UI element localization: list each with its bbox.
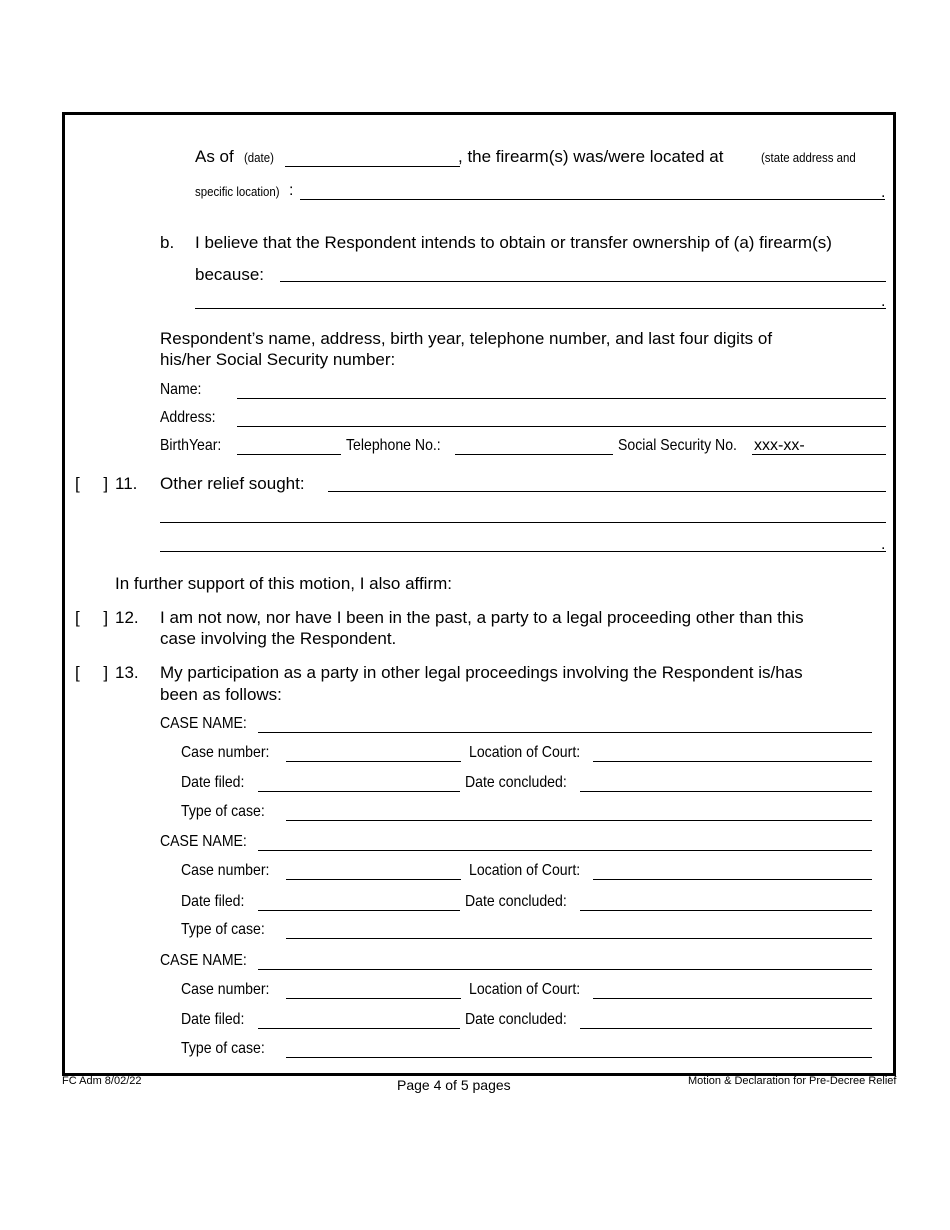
page-number: Page 4 of 5 pages <box>397 1077 511 1093</box>
firearm-located-text: , the firearm(s) was/were located at <box>458 147 724 166</box>
item12-checkbox[interactable]: [ ] <box>75 608 109 627</box>
case1-location-label: Location of Court: <box>469 744 581 761</box>
telephone-field[interactable] <box>455 454 613 455</box>
telephone-label: Telephone No.: <box>346 437 441 454</box>
case3-date-concluded-field[interactable] <box>580 1028 872 1029</box>
specific-location-hint: specific location) <box>195 184 280 199</box>
item12-number: 12. <box>115 608 139 627</box>
case1-number-field[interactable] <box>286 761 461 762</box>
other-relief-field-line1[interactable] <box>328 491 886 492</box>
case1-date-filed-field[interactable] <box>258 791 460 792</box>
item11-number: 11. <box>115 474 138 493</box>
other-relief-field-line3[interactable] <box>160 551 886 552</box>
respondent-info-line1: Respondent’s name, address, birth year, telephone number, and last four digits of <box>160 329 773 348</box>
other-relief-field-line2[interactable] <box>160 522 886 523</box>
ssn-field[interactable] <box>752 454 886 455</box>
case2-location-field[interactable] <box>593 879 872 880</box>
case1-type-field[interactable] <box>286 820 872 821</box>
case1-date-filed-label: Date filed: <box>181 774 245 791</box>
case2-date-concluded-field[interactable] <box>580 910 872 911</box>
ssn-prefix: xxx-xx- <box>754 437 805 454</box>
ssn-label: Social Security No. <box>618 437 737 454</box>
case1-name-label: CASE NAME: <box>160 715 247 732</box>
case3-date-concluded-label: Date concluded: <box>465 1011 567 1028</box>
item12-text-line1: I am not now, nor have I been in the past, a party to a legal proceeding other than this <box>160 608 804 627</box>
case1-type-label: Type of case: <box>181 803 265 820</box>
case2-number-field[interactable] <box>286 879 461 880</box>
case3-date-filed-label: Date filed: <box>181 1011 245 1028</box>
case3-date-filed-field[interactable] <box>258 1028 460 1029</box>
case1-number-label: Case number: <box>181 744 270 761</box>
form-id: FC Adm 8/02/22 <box>62 1075 142 1087</box>
case2-date-concluded-label: Date concluded: <box>465 893 567 910</box>
item12-text-line2: case involving the Respondent. <box>160 629 397 648</box>
case2-date-filed-field[interactable] <box>258 910 460 911</box>
case2-type-field[interactable] <box>286 938 872 939</box>
item11-checkbox[interactable]: [ ] <box>75 474 109 493</box>
firearm-location-field[interactable] <box>300 199 885 200</box>
case3-type-field[interactable] <box>286 1057 872 1058</box>
case3-number-field[interactable] <box>286 998 461 999</box>
case3-location-field[interactable] <box>593 998 872 999</box>
because-label: because: <box>195 265 264 284</box>
because-field-line1[interactable] <box>280 281 886 282</box>
case2-name-label: CASE NAME: <box>160 833 247 850</box>
case3-name-field[interactable] <box>258 969 872 970</box>
item13-text-line1: My participation as a party in other legal proceedings involving the Respondent is/has <box>160 663 803 682</box>
respondent-name-field[interactable] <box>237 398 886 399</box>
case3-name-label: CASE NAME: <box>160 952 247 969</box>
item13-checkbox[interactable]: [ ] <box>75 663 109 682</box>
specific-location-colon: : <box>289 182 294 199</box>
case2-type-label: Type of case: <box>181 921 265 938</box>
case1-date-concluded-field[interactable] <box>580 791 872 792</box>
respondent-info-line2: his/her Social Security number: <box>160 350 396 369</box>
date-hint: (date) <box>244 150 274 165</box>
respondent-address-field[interactable] <box>237 426 886 427</box>
location-period: . <box>881 184 886 201</box>
case2-number-label: Case number: <box>181 862 270 879</box>
form-title: Motion & Declaration for Pre-Decree Relief <box>688 1075 897 1087</box>
address-label: Address: <box>160 409 216 426</box>
item-b-letter: b. <box>160 233 175 252</box>
case1-date-concluded-label: Date concluded: <box>465 774 567 791</box>
case2-location-label: Location of Court: <box>469 862 581 879</box>
state-address-hint: (state address and <box>761 150 856 165</box>
birthyear-label: BirthYear: <box>160 437 222 454</box>
as-of-label: As of <box>195 147 234 166</box>
case3-number-label: Case number: <box>181 981 270 998</box>
item13-text-line2: been as follows: <box>160 685 282 704</box>
birthyear-field[interactable] <box>237 454 341 455</box>
further-support-text: In further support of this motion, I also affirm: <box>115 574 453 593</box>
other-relief-period: . <box>881 536 886 553</box>
other-relief-label: Other relief sought: <box>160 474 305 493</box>
case3-type-label: Type of case: <box>181 1040 265 1057</box>
because-field-line2[interactable] <box>195 308 886 309</box>
as-of-date-field[interactable] <box>285 166 460 167</box>
case3-location-label: Location of Court: <box>469 981 581 998</box>
case2-name-field[interactable] <box>258 850 872 851</box>
case1-name-field[interactable] <box>258 732 872 733</box>
name-label: Name: <box>160 381 202 398</box>
item-b-text: I believe that the Respondent intends to obtain or transfer ownership of (a) firearm(s) <box>195 233 832 252</box>
case2-date-filed-label: Date filed: <box>181 893 245 910</box>
because-period: . <box>881 293 886 310</box>
case1-location-field[interactable] <box>593 761 872 762</box>
item13-number: 13. <box>115 663 139 682</box>
